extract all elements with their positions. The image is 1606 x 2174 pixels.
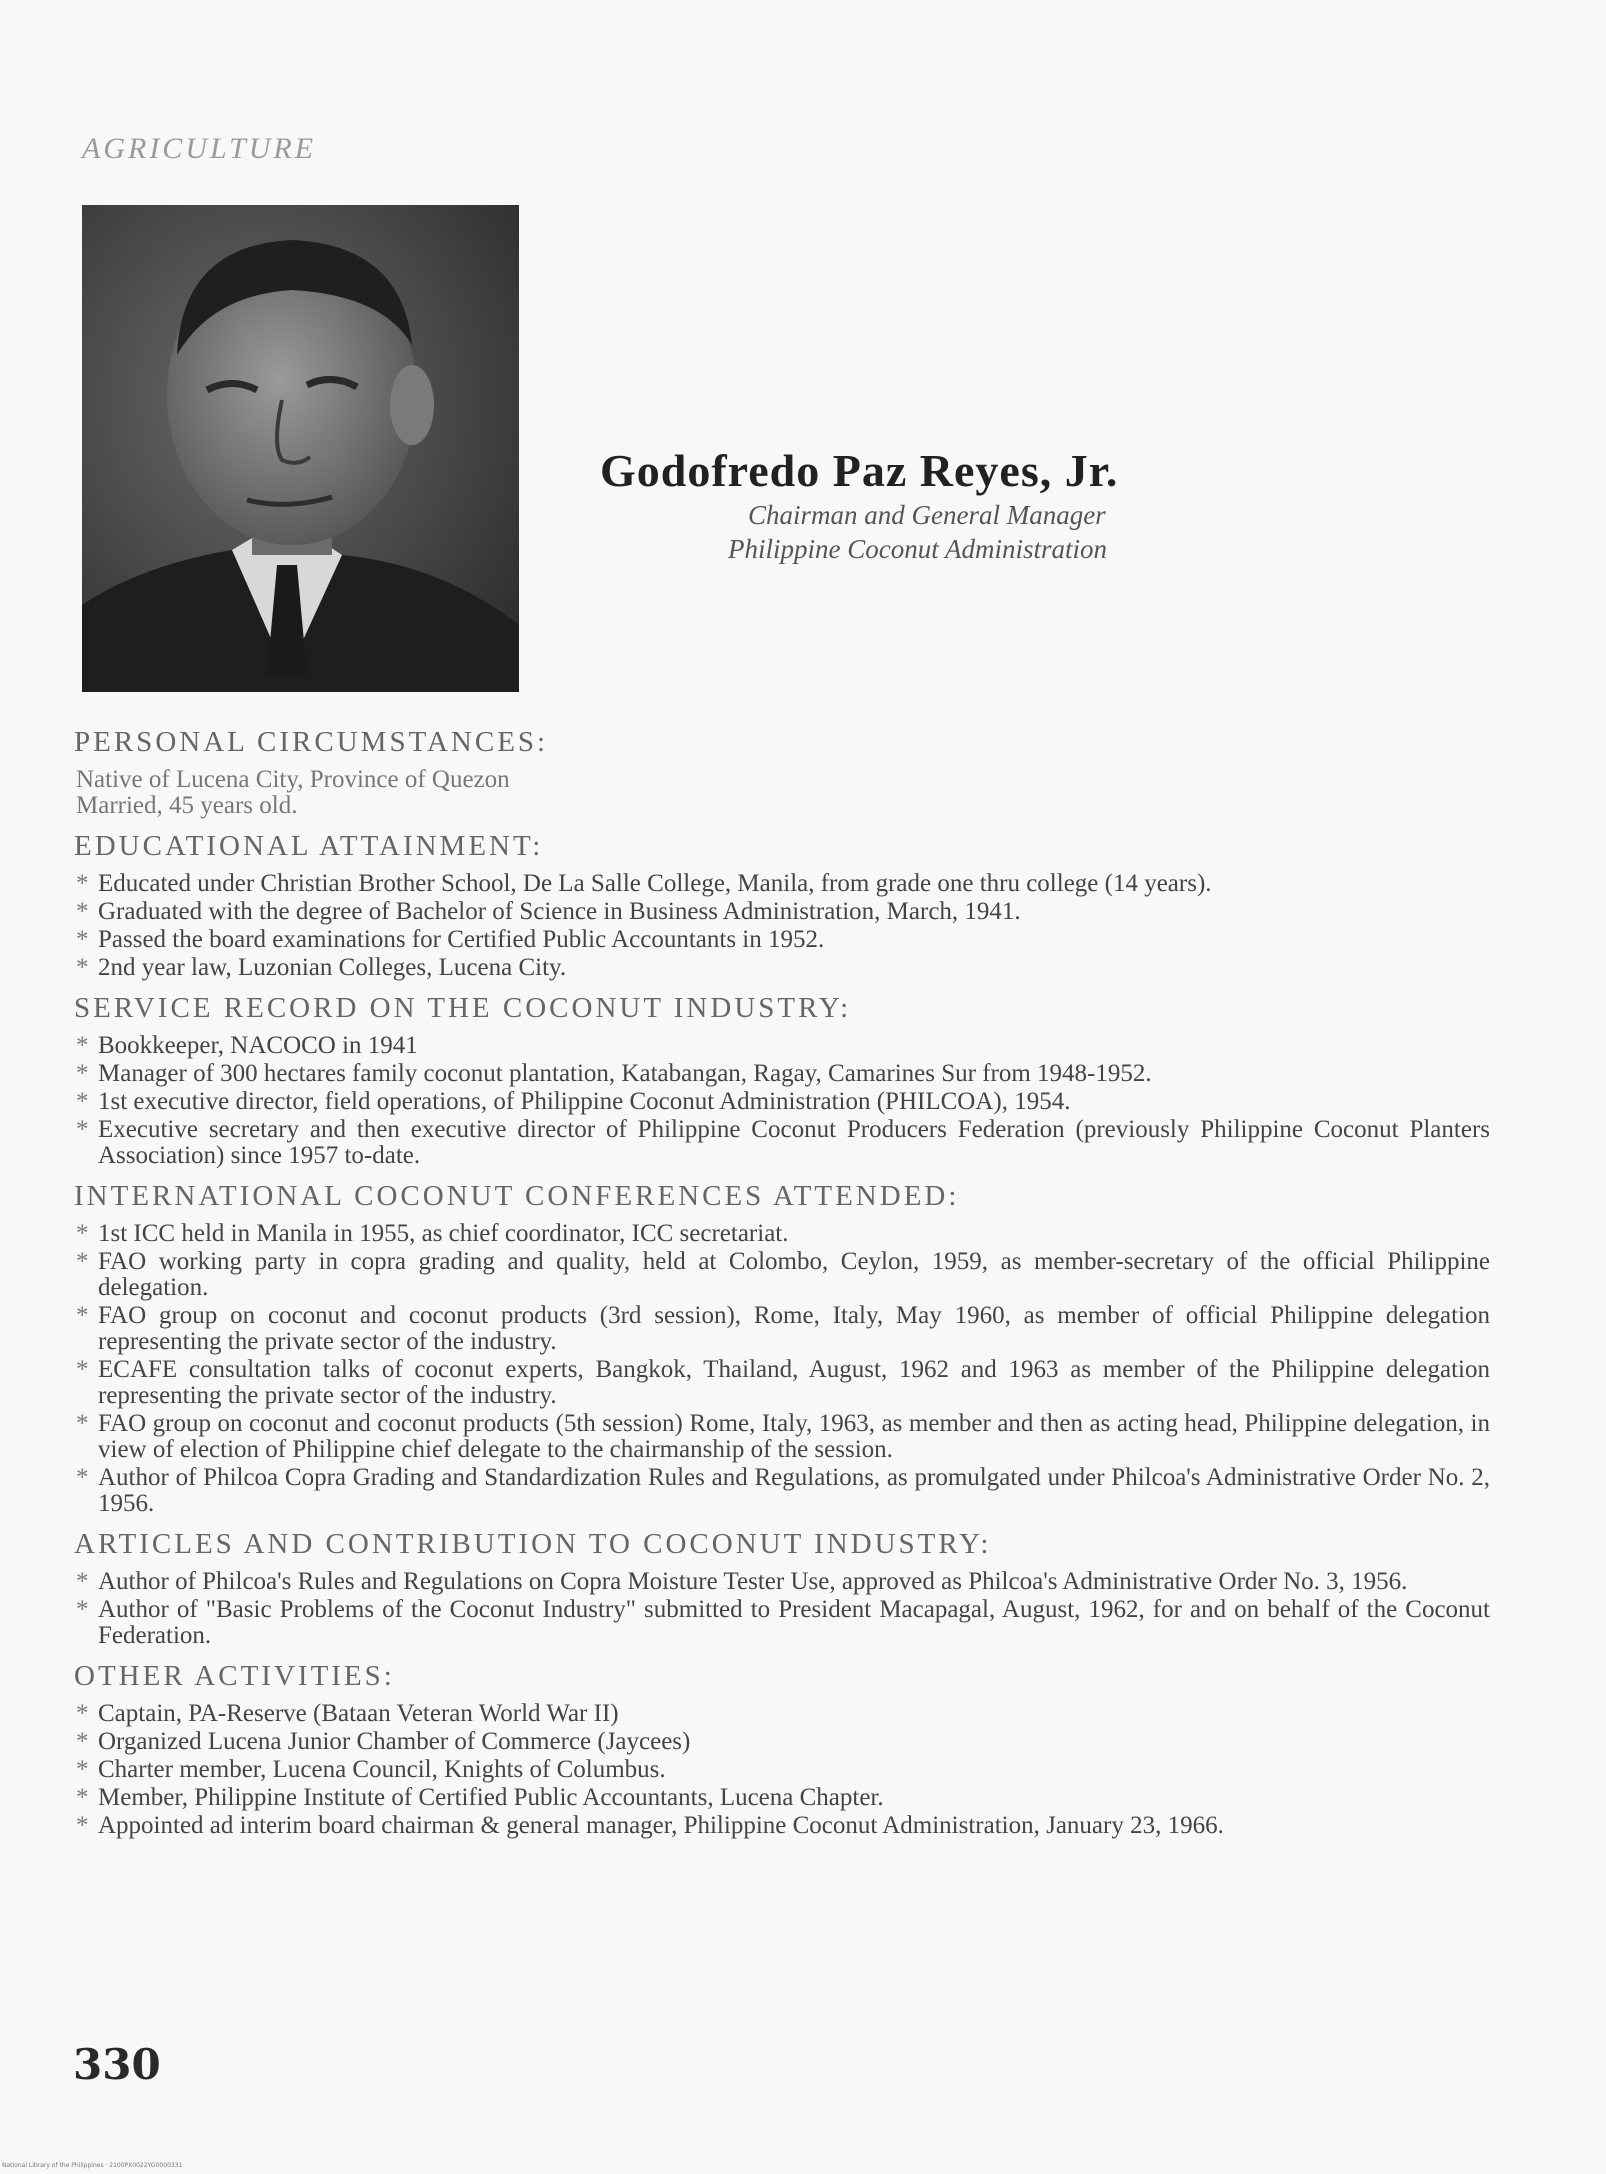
list-item: * 1st ICC held in Manila in 1955, as chief coordinator, ICC secretariat. bbox=[70, 1221, 1490, 1247]
other-heading: OTHER ACTIVITIES: bbox=[74, 1660, 395, 1692]
list-item: * FAO working party in copra grading and quality, held at Colombo, Ceylon, 1959, as member-secretary of the official Philippine delegation. bbox=[70, 1249, 1490, 1301]
articles-list bbox=[70, 1569, 1490, 1649]
conferences-list bbox=[70, 1221, 1490, 1517]
service-list bbox=[70, 1033, 1490, 1169]
page-number: 330 bbox=[73, 2040, 161, 2089]
service-heading: SERVICE RECORD ON THE COCONUT INDUSTRY: bbox=[74, 992, 852, 1024]
list-item: * Manager of 300 hectares family coconut plantation, Katabangan, Ragay, Camarines Sur from 1948-1952. bbox=[70, 1061, 1490, 1087]
list-item: * Appointed ad interim board chairman & general manager, Philippine Coconut Administration, January 23, 1966. bbox=[70, 1813, 1490, 1839]
personal-line: Native of Lucena City, Province of Quezon bbox=[76, 766, 510, 793]
person-organization: Philippine Coconut Administration bbox=[728, 534, 1108, 564]
list-item: * Organized Lucena Junior Chamber of Commerce (Jaycees) bbox=[70, 1729, 1490, 1755]
personal-heading: PERSONAL CIRCUMSTANCES: bbox=[74, 726, 549, 758]
list-item: * Bookkeeper, NACOCO in 1941 bbox=[70, 1033, 1490, 1059]
list-item: * Passed the board examinations for Certified Public Accountants in 1952. bbox=[70, 927, 1490, 953]
list-item: * Author of Philcoa's Rules and Regulations on Copra Moisture Tester Use, approved as Philcoa's Administrative Order No. 3, 1956. bbox=[70, 1569, 1490, 1595]
articles-heading: ARTICLES AND CONTRIBUTION TO COCONUT INDUSTRY: bbox=[74, 1528, 992, 1560]
list-item: * Member, Philippine Institute of Certified Public Accountants, Lucena Chapter. bbox=[70, 1785, 1490, 1811]
education-heading: EDUCATIONAL ATTAINMENT: bbox=[74, 830, 544, 862]
list-item: * Captain, PA-Reserve (Bataan Veteran World War II) bbox=[70, 1701, 1490, 1727]
list-item: * 2nd year law, Luzonian Colleges, Lucena City. bbox=[70, 955, 1490, 981]
list-item: * Author of "Basic Problems of the Coconut Industry" submitted to President Macapagal, August, 1962, for and on behalf of the Coconut Federation. bbox=[70, 1597, 1490, 1649]
footer-source-note: National Library of the Philippines · 2100PX0022YO0000331 bbox=[2, 2162, 183, 2169]
section-label: AGRICULTURE bbox=[82, 132, 317, 165]
portrait-image bbox=[82, 205, 519, 692]
personal-line: Married, 45 years old. bbox=[76, 792, 298, 819]
list-item: * Educated under Christian Brother School, De La Salle College, Manila, from grade one thru college (14 years). bbox=[70, 871, 1490, 897]
conferences-heading: INTERNATIONAL COCONUT CONFERENCES ATTENDED: bbox=[74, 1180, 960, 1212]
education-list bbox=[70, 871, 1490, 981]
list-item: * FAO group on coconut and coconut products (3rd session), Rome, Italy, May 1960, as member of official Philippine delegation representing the private sector of the industry. bbox=[70, 1303, 1490, 1355]
list-item: * Author of Philcoa Copra Grading and Standardization Rules and Regulations, as promulgated under Philcoa's Administrative Order No. 2, 1956. bbox=[70, 1465, 1490, 1517]
biography bbox=[70, 715, 1490, 1841]
other-list bbox=[70, 1701, 1490, 1839]
list-item: * 1st executive director, field operations, of Philippine Coconut Administration (PHILCOA), 1954. bbox=[70, 1089, 1490, 1115]
list-item: * Graduated with the degree of Bachelor of Science in Business Administration, March, 1941. bbox=[70, 899, 1490, 925]
name-block bbox=[600, 444, 1300, 566]
portrait-photo bbox=[82, 205, 519, 692]
list-item: * FAO group on coconut and coconut products (5th session) Rome, Italy, 1963, as member and then as acting head, Philippine delegation, in view of election of Philippine chief delegate to the chairmanship of the session. bbox=[70, 1411, 1490, 1463]
person-name: Godofredo Paz Reyes, Jr. bbox=[600, 445, 1119, 496]
list-item: * Executive secretary and then executive director of Philippine Coconut Producers Federation (previously Philippine Coconut Planters Association) since 1957 to-date. bbox=[70, 1117, 1490, 1169]
list-item: * Charter member, Lucena Council, Knights of Columbus. bbox=[70, 1757, 1490, 1783]
person-title: Chairman and General Manager bbox=[748, 500, 1106, 530]
list-item: * ECAFE consultation talks of coconut experts, Bangkok, Thailand, August, 1962 and 1963 as member of the Philippine delegation representing the private sector of the industry. bbox=[70, 1357, 1490, 1409]
